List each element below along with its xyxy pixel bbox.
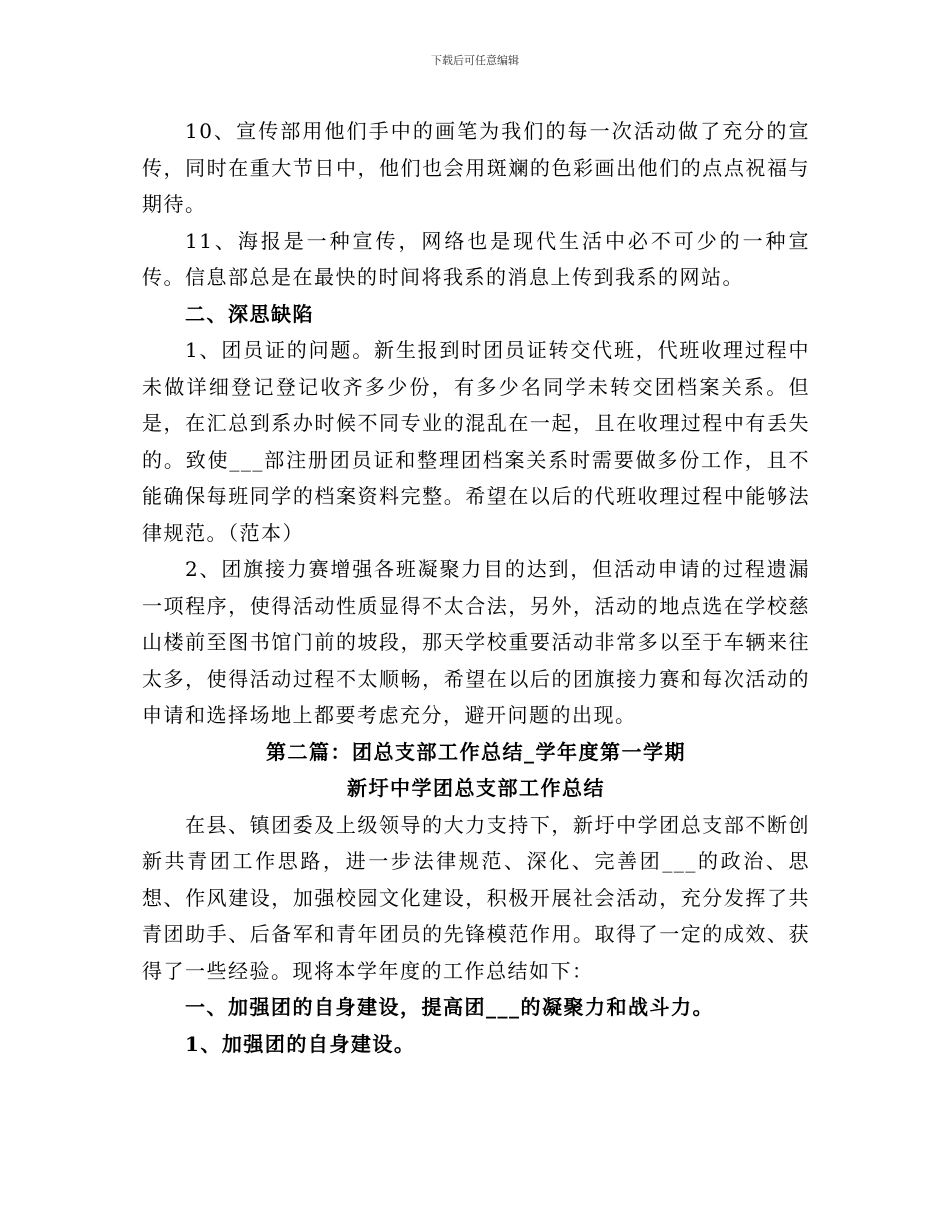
article-title-line-2: 新圩中学团总支部工作总结 <box>347 776 605 800</box>
paragraph-intro: 在县、镇团委及上级领导的大力支持下，新圩中学团总支部不断创新共青团工作思路，进一步法律规范、深化、完善团___的政治、思想、作风建设，加强校园文化建设，积极开展社会活动，充分发挥了共青团助手、后备军和青年团员的先锋模范作用。取得了一定的成效、获得了一些经验。现将本学年度的工作总结如下： <box>142 812 810 983</box>
subsection-heading-1-1: 1、加强团的自身建设。 <box>185 1031 416 1056</box>
page-header-note: 下载后可任意编辑 <box>431 54 519 67</box>
document-body <box>142 113 810 1062</box>
section-heading-1: 一、加强团的自身建设，提高团___的凝聚力和战斗力。 <box>185 995 714 1019</box>
section-heading-reflection: 二、深思缺陷 <box>185 301 314 326</box>
paragraph-item-11: 11、海报是一种宣传，网络也是现代生活中必不可少的一种宣传。信息部总是在最快的时间将我系的消息上传到我系的网站。 <box>142 228 810 289</box>
paragraph-issue-1: 1、团员证的问题。新生报到时团员证转交代班，代班收理过程中未做详细登记登记收齐多少份，有多少名同学未转交团档案关系。但是，在汇总到系办时候不同专业的混乱在一起，且在收理过程中有丢失的。致使___部注册团员证和整理团档案关系时需要做多份工作，且不能确保每班同学的档案资料完整。希望在以后的代班收理过程中能够法律规范。（范本） <box>142 338 810 545</box>
article-title-line-1: 第二篇：团总支部工作总结_学年度第一学期 <box>266 739 686 764</box>
paragraph-issue-2: 2、团旗接力赛增强各班凝聚力目的达到，但活动申请的过程遗漏一项程序，使得活动性质显得不太合法，另外，活动的地点选在学校慈山楼前至图书馆门前的坡段，那天学校重要活动非常多以至于车辆来往太多，使得活动过程不太顺畅，希望在以后的团旗接力赛和每次活动的申请和选择场地上都要考虑充分，避开问题的出现。 <box>142 557 810 727</box>
paragraph-item-10: 10、宣传部用他们手中的画笔为我们的每一次活动做了充分的宣传，同时在重大节日中，他们也会用斑斓的色彩画出他们的点点祝福与期待。 <box>142 119 810 216</box>
